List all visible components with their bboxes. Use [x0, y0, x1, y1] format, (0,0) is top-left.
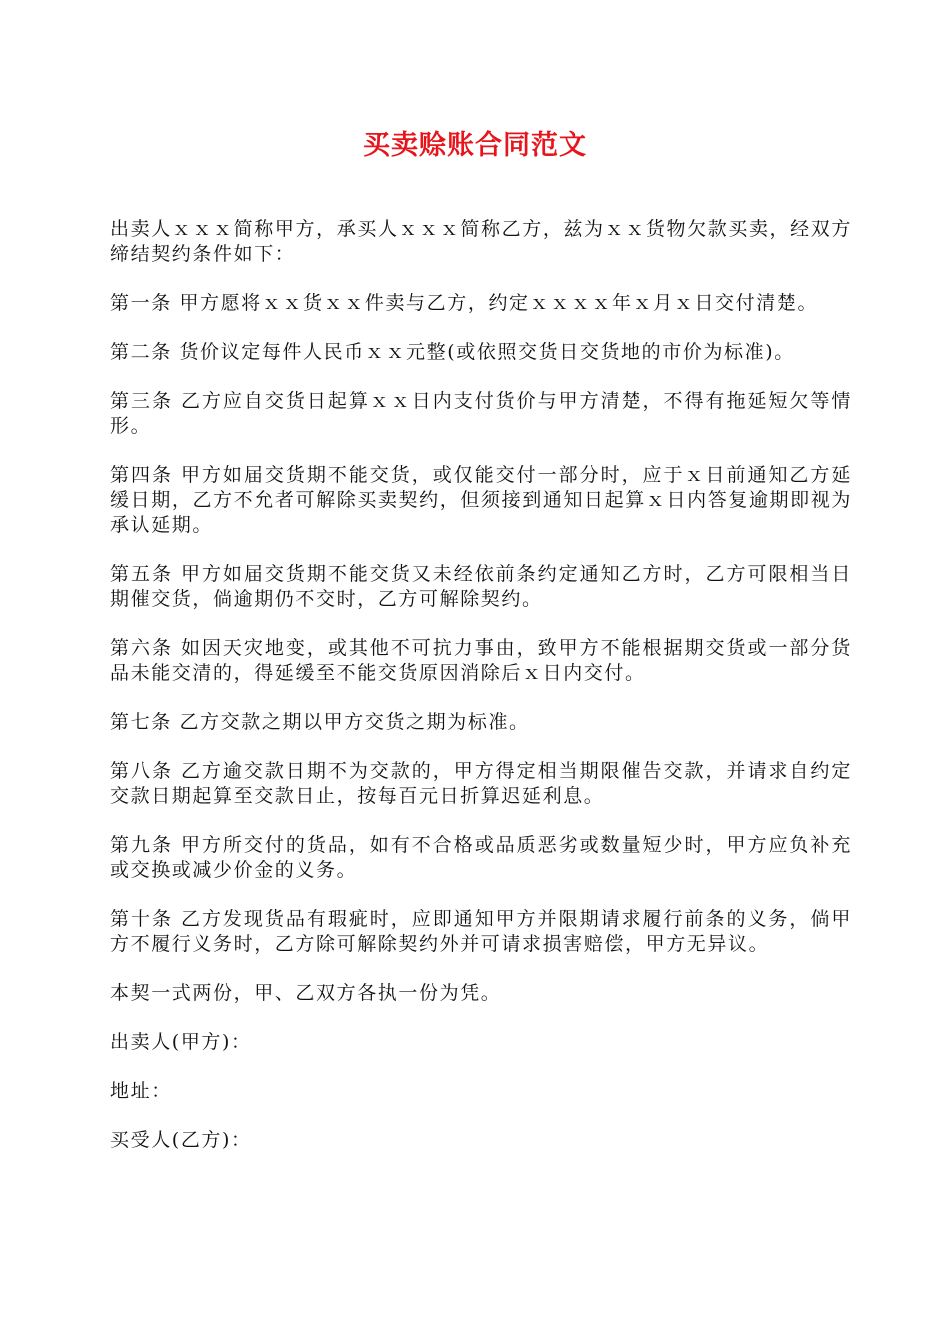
article-6: 第六条 如因天灾地变，或其他不可抗力事由，致甲方不能根据期交货或一部分货品未能交清的，得延缓至不能交货原因消除后ｘ日内交付。: [110, 637, 852, 684]
article-1: 第一条 甲方愿将ｘｘ货ｘｘ件卖与乙方，约定ｘｘｘｘ年ｘ月ｘ日交付清楚。: [110, 292, 819, 314]
seller-signature-field: 出卖人(甲方)：: [110, 1031, 252, 1053]
contract-body: [110, 217, 852, 1177]
article-10: 第十条 乙方发现货品有瑕疵时，应即通知甲方并限期请求履行前条的义务，倘甲方不履行义务时，乙方除可解除契约外并可请求损害赔偿，甲方无异议。: [110, 908, 852, 955]
article-9: 第九条 甲方所交付的货品，如有不合格或品质恶劣或数量短少时，甲方应负补充或交换或减少价金的义务。: [110, 834, 852, 881]
article-8: 第八条 乙方逾交款日期不为交款的，甲方得定相当期限催告交款，并请求自约定交款日期起算至交款日止，按每百元日折算迟延利息。: [110, 760, 852, 807]
preamble-paragraph: 出卖人ｘｘｘ简称甲方，承买人ｘｘｘ简称乙方，兹为ｘｘ货物欠款买卖，经双方缔结契约条件如下：: [110, 218, 852, 265]
buyer-signature-field: 买受人(乙方)：: [110, 1129, 252, 1151]
article-5: 第五条 甲方如届交货期不能交货又未经依前条约定通知乙方时，乙方可限相当日期催交货，倘逾期仍不交时，乙方可解除契约。: [110, 563, 852, 610]
document-title: 买卖赊账合同范文: [363, 130, 587, 161]
address-field: 地址：: [110, 1080, 172, 1102]
article-7: 第七条 乙方交款之期以甲方交货之期为标准。: [110, 711, 530, 733]
article-2: 第二条 货价议定每件人民币ｘｘ元整(或依照交货日交货地的市价为标准)。: [110, 341, 795, 363]
copies-clause: 本契一式两份，甲、乙双方各执一份为凭。: [110, 982, 502, 1004]
article-4: 第四条 甲方如届交货期不能交货，或仅能交付一部分时，应于ｘ日前通知乙方延缓日期，乙方不允者可解除买卖契约，但须接到通知日起算ｘ日内答复逾期即视为承认延期。: [110, 464, 852, 536]
article-3: 第三条 乙方应自交货日起算ｘｘ日内支付货价与甲方清楚，不得有拖延短欠等情形。: [110, 390, 852, 437]
